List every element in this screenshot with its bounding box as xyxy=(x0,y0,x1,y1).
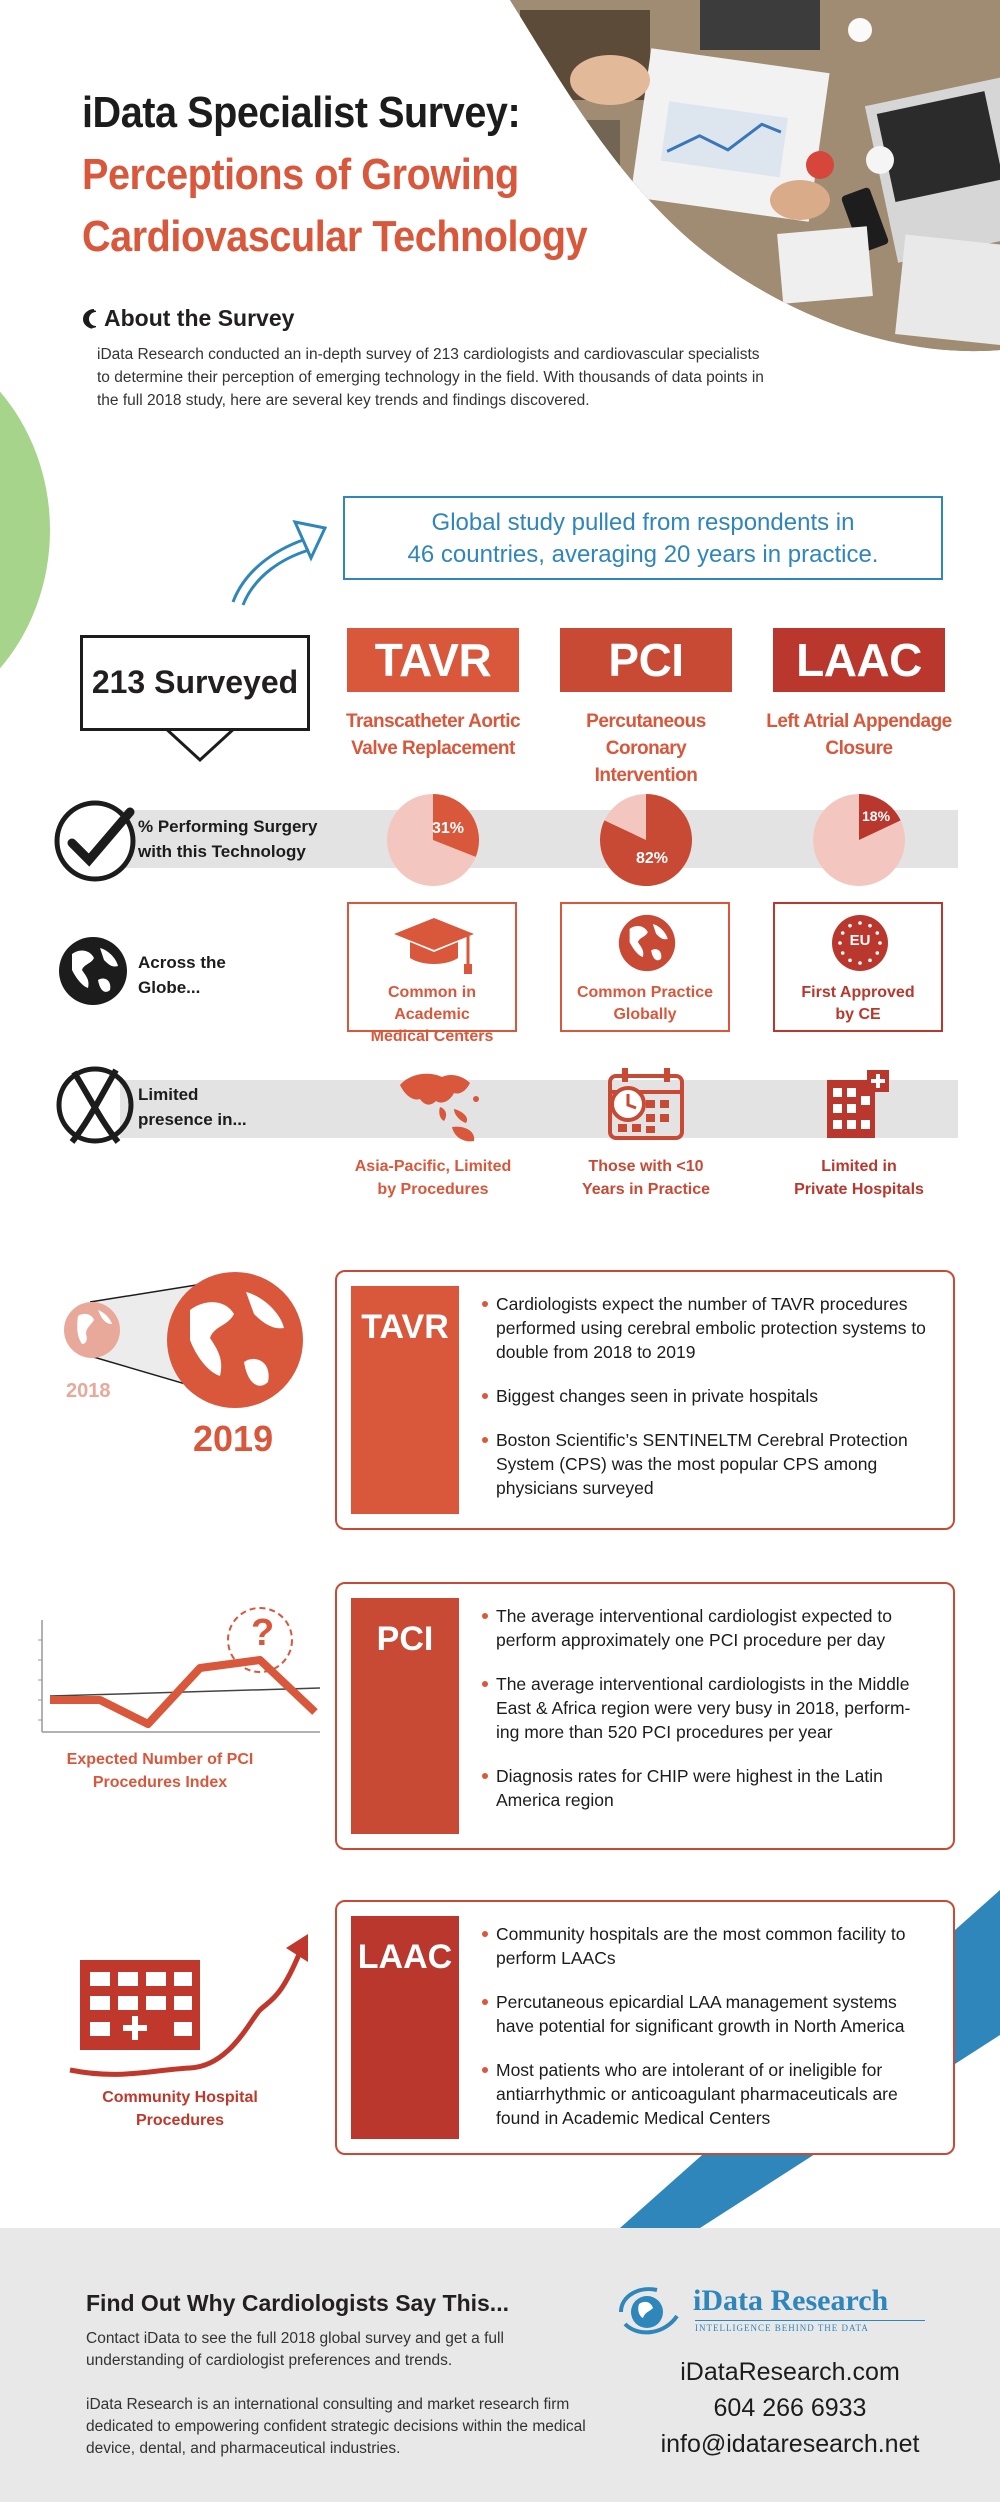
eu-star xyxy=(858,961,862,965)
list-item: The average interventional cardiologists in the Middle East & Africa region were very busy in 2018, perform-ing more than 520 PCI procedures per year xyxy=(482,1672,933,1744)
list-item: Biggest changes seen in private hospitals xyxy=(482,1384,933,1408)
global-study-box xyxy=(343,496,943,580)
year-2018: 2018 xyxy=(66,1380,111,1402)
brand-name: iData Research xyxy=(693,2284,889,2317)
tavr-name xyxy=(333,708,533,762)
eu-star xyxy=(858,921,862,925)
performing-label-line1: % Performing Surgery xyxy=(138,817,318,836)
list-item: Percutaneous epicardial LAA management systems have potential for significant growth in North America xyxy=(482,1990,933,2038)
tavr-badge: TAVR xyxy=(347,628,519,692)
eu-star xyxy=(876,951,880,955)
limited-years-label xyxy=(546,1155,746,1201)
eu-star xyxy=(841,951,845,955)
pci-bullet-list xyxy=(482,1604,933,1832)
laac-graph-label-line1: Community Hospital xyxy=(102,2089,258,2106)
pci-graph-label-line1: Expected Number of PCI xyxy=(66,1751,254,1768)
globe-label-line1: Across the xyxy=(138,953,226,972)
asia-line1: Asia-Pacific, Limited xyxy=(354,1158,512,1175)
ce-line1: First Approved xyxy=(801,984,915,1001)
globe-card-ce xyxy=(773,902,943,1032)
contact-website[interactable]: iDataResearch.com xyxy=(680,2358,900,2386)
calendar-clock-icon xyxy=(604,1062,688,1142)
about-heading xyxy=(82,305,294,332)
pci-question-mark: ? xyxy=(251,1612,275,1654)
idata-logo-icon xyxy=(615,2282,685,2342)
globe-icon xyxy=(618,914,676,972)
tavr-panel xyxy=(335,1270,955,1530)
laac-panel xyxy=(335,1900,955,2155)
world-globe-icon xyxy=(58,936,128,1006)
laac-badge: LAAC xyxy=(773,628,945,692)
asia-line2: by Procedures xyxy=(377,1181,489,1198)
footer-heading: Find Out Why Cardiologists Say This... xyxy=(86,2290,509,2316)
pci-graph-label xyxy=(60,1748,260,1794)
checkmark-circle-icon xyxy=(52,798,138,884)
laac-name-line2: Closure xyxy=(825,738,893,759)
contact-phone[interactable]: 604 266 6933 xyxy=(713,2394,867,2422)
laac-panel-tag: LAAC xyxy=(351,1916,459,2139)
list-item: Boston Scientific’s SENTINELTM Cerebral Protection System (CPS) was the most popular CPS among physicians surveyed xyxy=(482,1428,933,1500)
pci-panel-tag: PCI xyxy=(351,1598,459,1834)
surveyed-pointer xyxy=(160,726,240,766)
global-line1: Common Practice xyxy=(576,984,714,1001)
eu-star xyxy=(848,924,852,928)
surveyed-badge: 213 Surveyed xyxy=(80,635,310,731)
asia-map-icon xyxy=(390,1065,486,1145)
hospital-icon xyxy=(825,1068,891,1140)
laac-graph-label-line2: Procedures xyxy=(135,2112,225,2129)
brand-tagline: INTELLIGENCE BEHIND THE DATA xyxy=(695,2320,925,2333)
pci-name-line2: Intervention xyxy=(594,765,698,786)
half-moon-icon xyxy=(82,309,96,329)
footer-paragraph-contact: Contact iData to see the full 2018 global survey and get a full understanding of cardiologist preferences and trends. xyxy=(86,2330,504,2369)
contact-email[interactable]: info@idataresearch.net xyxy=(660,2430,920,2458)
pci-badge: PCI xyxy=(560,628,732,692)
pci-name-line1: Percutaneous Coronary xyxy=(586,711,706,759)
about-heading-text: About the Survey xyxy=(104,305,295,331)
pci-name xyxy=(546,708,746,789)
page-title-line1: iData Specialist Survey: xyxy=(82,88,521,137)
performing-label-line2: with this Technology xyxy=(138,842,306,861)
eu-star xyxy=(868,924,872,928)
list-item: Community hospitals are the most common facility to perform LAACs xyxy=(482,1922,933,1970)
tavr-name-line2: Valve Replacement xyxy=(351,738,515,759)
globe-card-global-label xyxy=(562,982,728,1026)
page-title-line3: Cardiovascular Technology xyxy=(82,212,588,261)
pie-chart-pci xyxy=(596,790,696,890)
laac-bullet-list xyxy=(482,1922,933,2150)
list-item: Cardiologists expect the number of TAVR procedures performed using cerebral embolic protection systems to double from 2018 to 2019 xyxy=(482,1292,933,1364)
performing-label xyxy=(138,814,318,864)
laac-name-line1: Left Atrial Appendage xyxy=(766,711,952,732)
globe-card-academic-label xyxy=(349,982,515,1048)
curved-arrow-icon xyxy=(225,510,335,610)
community-hospital-illustration xyxy=(60,1930,320,2090)
limited-label xyxy=(138,1082,247,1132)
pie-label-tavr: 31% xyxy=(432,820,465,837)
eu-badge-text: EU xyxy=(849,932,871,949)
pie-label-pci: 82% xyxy=(636,850,669,867)
globe-card-academic xyxy=(347,902,517,1045)
globe-card-global xyxy=(560,902,730,1032)
laac-graph-label xyxy=(80,2086,280,2132)
about-text: iData Research conducted an in-depth survey of 213 cardiologists and cardiovascular specialists to determine their perception of emerging technology in the field. With thousands of data points in the full 2018 study, here are several key trends and findings discovered. xyxy=(97,346,764,409)
global-line2: Globally xyxy=(613,1006,677,1023)
list-item: The average interventional cardiologist expected to perform approximately one PCI procedure per day xyxy=(482,1604,933,1652)
academic-line2: Medical Centers xyxy=(370,1028,494,1045)
eu-star xyxy=(848,959,852,963)
pci-graph-label-line2: Procedures Index xyxy=(92,1774,228,1791)
pie-label-laac: 18% xyxy=(862,808,891,824)
ce-line2: by CE xyxy=(835,1006,881,1023)
limited-asia-label xyxy=(333,1155,533,1201)
limited-label-line2: presence in... xyxy=(138,1110,247,1129)
graduation-cap-icon xyxy=(394,914,474,978)
global-study-line2: 46 countries, averaging 20 years in practice. xyxy=(407,541,879,568)
pie-chart-tavr xyxy=(383,790,483,890)
laac-name xyxy=(759,708,959,762)
list-item: Diagnosis rates for CHIP were highest in the Latin America region xyxy=(482,1764,933,1812)
tavr-name-line1: Transcatheter Aortic xyxy=(345,711,521,732)
pie-chart-laac xyxy=(809,790,909,890)
tavr-panel-tag: TAVR xyxy=(351,1286,459,1514)
limited-label-line1: Limited xyxy=(138,1085,199,1104)
global-study-line1: Global study pulled from respondents in xyxy=(431,509,855,536)
page-title-line2: Perceptions of Growing xyxy=(82,150,519,199)
tavr-bullet-list xyxy=(482,1292,933,1520)
pci-index-graph xyxy=(30,1600,330,1750)
globe-label xyxy=(138,950,226,1000)
years-line1: Those with <10 xyxy=(588,1158,704,1175)
footer-paragraph-about: iData Research is an international consulting and market research firm dedicated to empowering confident strategic decisions within the medical device, dental, and pharmaceutical industries. xyxy=(86,2396,586,2457)
limited-private-label xyxy=(759,1155,959,1201)
private-line2: Private Hospitals xyxy=(794,1181,924,1198)
years-line2: Years in Practice xyxy=(581,1181,711,1198)
globe-card-ce-label xyxy=(775,982,941,1026)
list-item: Most patients who are intolerant of or ineligible for antiarrhythmic or anticoagulant pharmaceuticals are found in Academic Medical Centers xyxy=(482,2058,933,2130)
crossed-circle-icon xyxy=(52,1062,138,1148)
academic-line1: Common in Academic xyxy=(388,984,476,1023)
pci-panel xyxy=(335,1582,955,1850)
globe-label-line2: Globe... xyxy=(138,978,201,997)
private-line1: Limited in xyxy=(821,1158,897,1175)
year-2019: 2019 xyxy=(193,1418,274,1459)
eu-star xyxy=(868,959,872,963)
